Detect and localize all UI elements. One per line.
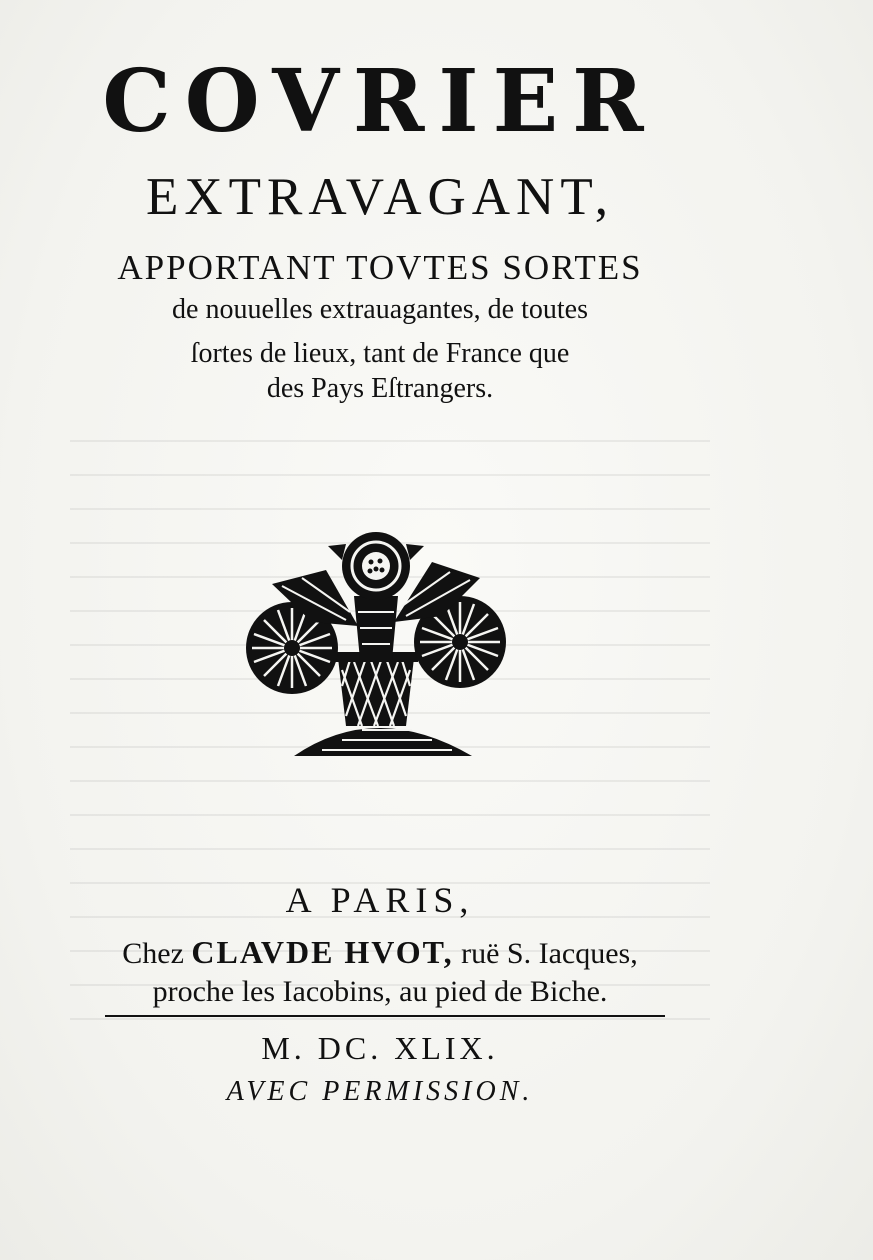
imprint-permission: AVEC PERMISSION. (226, 1076, 534, 1107)
title-line-2: EXTRAVAGANT, (145, 168, 615, 226)
printer-suffix: ruë S. Iacques, (461, 937, 638, 970)
flower-basket-woodcut-icon (242, 530, 510, 762)
subtitle-line-4: des Pays Eſtrangers. (266, 373, 494, 404)
printer-name: CLAVDE HVOT, (191, 934, 454, 970)
printer-prefix: Chez (122, 937, 184, 970)
title-line-1: COVRIER (102, 51, 658, 152)
imprint-printer (0, 932, 760, 974)
subtitle-line-2: de nouuelles extrauagantes, de toutes (172, 294, 588, 325)
subtitle-line-3: ſortes de lieux, tant de France que (190, 338, 570, 369)
imprint-place: A PARIS, (285, 880, 475, 920)
subtitle-line-1: APPORTANT TOVTES SORTES (117, 248, 643, 287)
divider-rule (105, 1015, 665, 1017)
imprint-address: proche les Iacobins, au pied de Biche. (152, 975, 608, 1008)
imprint-date: M. DC. XLIX. (261, 1030, 499, 1066)
